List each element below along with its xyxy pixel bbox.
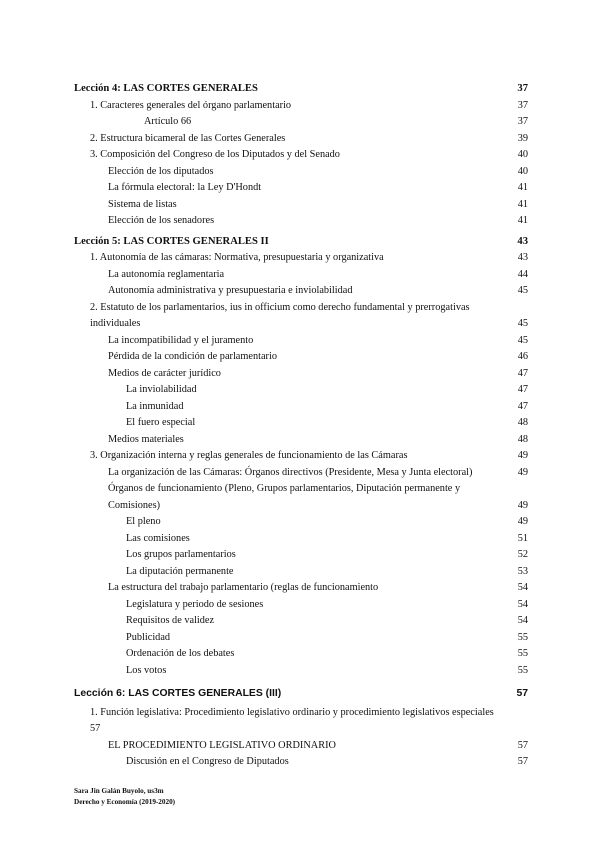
toc-entry[interactable] <box>74 514 528 531</box>
toc-entry-page: 37 <box>517 116 528 127</box>
footer-author: Sara Jin Galán Buyolo, us3m <box>74 787 164 795</box>
toc-entry-page: 52 <box>517 549 528 560</box>
toc-entry-page: 47 <box>517 384 528 395</box>
toc-entry[interactable] <box>74 597 528 614</box>
toc-entry[interactable] <box>74 448 528 465</box>
toc-entry-title: Los grupos parlamentarios <box>126 549 236 560</box>
toc-entry-page: 37 <box>517 83 528 94</box>
toc-entry-page: 44 <box>517 268 528 280</box>
toc-chapter-heading[interactable] <box>74 234 528 251</box>
toc-entry[interactable] <box>74 147 528 164</box>
toc-entry[interactable] <box>74 547 528 564</box>
toc-entry[interactable] <box>74 250 528 267</box>
toc-entry-page: 41 <box>517 198 528 210</box>
toc-entry-page: 45 <box>517 318 528 329</box>
toc-entry-title: Lección 4: LAS CORTES GENERALES <box>74 83 258 94</box>
page-footer <box>74 786 175 808</box>
toc-entry-page: 51 <box>517 532 528 544</box>
toc-entry-page: 54 <box>517 598 528 610</box>
toc-entry-title: Medios materiales <box>108 433 184 445</box>
toc-entry-title: 2. Estructura bicameral de las Cortes Generales <box>90 132 286 144</box>
toc-entry-page: 39 <box>517 132 528 144</box>
toc-entry-page: 55 <box>517 648 528 659</box>
toc-entry-title: 1. Función legislativa: Procedimiento legislativo ordinario y procedimiento legislativos especiales <box>90 706 494 718</box>
toc-entry-title: La diputación permanente <box>126 565 234 577</box>
toc-entry-page: 46 <box>517 351 528 362</box>
toc-entry-title: La organización de las Cámaras: Órganos directivos (Presidente, Mesa y Junta electoral) <box>108 466 473 478</box>
toc-entry-page: 45 <box>517 285 528 296</box>
toc-entry[interactable] <box>74 267 528 284</box>
toc-entry-title: Autonomía administrativa y presupuestaria e inviolabilidad <box>108 285 353 296</box>
toc-entry-page: 55 <box>517 631 528 643</box>
toc-entry-title: 1. Autonomía de las cámaras: Normativa, presupuestaria y organizativa <box>90 252 384 263</box>
toc-entry-page: 45 <box>517 334 528 346</box>
toc-entry-title: Legislatura y periodo de sesiones <box>126 598 264 610</box>
footer-course: Derecho y Economía (2019-2020) <box>74 798 176 806</box>
toc-entry-page: 43 <box>517 235 528 247</box>
toc-entry-page: 41 <box>517 215 528 226</box>
toc-entry-page: 57 <box>517 739 528 751</box>
toc-entry-page: 57 <box>90 723 101 734</box>
toc-entry-title: Elección de los senadores <box>108 215 215 226</box>
toc-entry-page: 49 <box>517 466 528 478</box>
toc-entry-title: La estructura del trabajo parlamentario (reglas de funcionamiento <box>108 582 379 593</box>
toc-entry[interactable] <box>74 630 528 647</box>
toc-entry-page: 57 <box>516 688 528 699</box>
toc-entry-title: La fórmula electoral: la Ley D'Hondt <box>108 182 262 193</box>
toc-entry-page: 49 <box>517 450 528 461</box>
toc-entry[interactable] <box>74 531 528 548</box>
toc-entry-title: Requisitos de validez <box>126 615 215 626</box>
toc-entry-title: La inmunidad <box>126 400 184 412</box>
toc-entry[interactable] <box>74 613 528 630</box>
toc-entry[interactable] <box>74 213 528 230</box>
toc-entry[interactable] <box>74 738 528 755</box>
toc-entry-title: Las comisiones <box>126 532 190 544</box>
toc-entry[interactable] <box>74 283 528 300</box>
toc-entry[interactable] <box>74 164 528 181</box>
toc-entry[interactable] <box>74 366 528 383</box>
toc-entry-page: 54 <box>517 582 528 593</box>
toc-entry[interactable] <box>74 131 528 148</box>
toc-entry-title: Lección 6: LAS CORTES GENERALES (III) <box>74 688 282 699</box>
toc-entry[interactable] <box>74 180 528 197</box>
toc-entry-page: 54 <box>517 615 528 626</box>
toc-entry[interactable] <box>74 382 528 399</box>
toc-entry-page: 40 <box>517 149 528 160</box>
toc-entry[interactable] <box>74 646 528 663</box>
toc-entry-page: 49 <box>517 499 528 511</box>
toc-entry-page: 48 <box>517 417 528 428</box>
toc-entry[interactable] <box>74 481 528 514</box>
toc-entry-page: 37 <box>517 99 528 111</box>
toc-chapter-heading[interactable] <box>74 81 528 98</box>
toc-entry-title: El pleno <box>126 516 161 527</box>
toc-entry[interactable] <box>74 114 528 131</box>
toc-entry-page: 43 <box>517 252 528 263</box>
toc-entry[interactable] <box>74 333 528 350</box>
toc-entry-page: 41 <box>517 182 528 193</box>
toc-entry-title: Lección 5: LAS CORTES GENERALES II <box>74 235 269 247</box>
toc-entry[interactable] <box>74 399 528 416</box>
toc-entry-page: 47 <box>517 367 528 379</box>
toc-entry-title: Discusión en el Congreso de Diputados <box>126 756 289 767</box>
toc-entry[interactable] <box>74 415 528 432</box>
toc-entry[interactable] <box>74 465 528 482</box>
toc-entry-title: Pérdida de la condición de parlamentario <box>108 351 277 362</box>
toc-entry[interactable] <box>74 580 528 597</box>
toc-entry-title: 3. Organización interna y reglas generales de funcionamiento de las Cámaras <box>90 450 408 461</box>
toc-entry[interactable] <box>74 349 528 366</box>
toc-entry[interactable] <box>74 197 528 214</box>
toc-entry-title: Órganos de funcionamiento (Pleno, Grupos parlamentarios, Diputación permanente y Comisiones) <box>108 483 461 511</box>
toc-entry-page: 48 <box>517 433 528 445</box>
toc-chapter-heading[interactable] <box>74 686 528 703</box>
table-of-contents <box>74 81 528 771</box>
toc-entry-page: 40 <box>517 165 528 177</box>
toc-entry-page: 55 <box>517 664 528 676</box>
toc-entry-page: 53 <box>517 565 528 577</box>
toc-entry-page: 49 <box>517 516 528 527</box>
toc-entry[interactable] <box>74 300 528 333</box>
toc-entry-title: Elección de los diputados <box>108 165 214 177</box>
toc-entry[interactable] <box>74 754 528 771</box>
toc-entry-title: La autonomía reglamentaria <box>108 268 225 280</box>
toc-entry-page: 47 <box>517 400 528 412</box>
toc-entry-title: EL PROCEDIMIENTO LEGISLATIVO ORDINARIO <box>108 739 336 751</box>
toc-entry-title: 2. Estatuto de los parlamentarios, ius in officium como derecho fundamental y prerrogativas individuales <box>90 301 470 329</box>
toc-entry-title: La incompatibilidad y el juramento <box>108 334 254 346</box>
toc-entry-title: 3. Composición del Congreso de los Diputados y del Senado <box>90 149 340 160</box>
toc-entry-title: Ordenación de los debates <box>126 648 235 659</box>
toc-entry-title: Artículo 66 <box>144 116 192 127</box>
toc-entry-title: Los votos <box>126 664 167 676</box>
toc-entry-title: Sistema de listas <box>108 198 177 210</box>
toc-entry[interactable] <box>74 663 528 680</box>
toc-entry[interactable] <box>74 705 528 738</box>
toc-entry[interactable] <box>74 432 528 449</box>
toc-entry-title: La inviolabilidad <box>126 384 197 395</box>
toc-entry[interactable] <box>74 564 528 581</box>
toc-entry-title: 1. Caracteres generales del órgano parlamentario <box>90 99 292 111</box>
toc-entry[interactable] <box>74 98 528 115</box>
toc-entry-title: Medios de carácter jurídico <box>108 367 221 379</box>
toc-entry-page: 57 <box>517 756 528 767</box>
toc-entry-title: Publicidad <box>126 631 171 643</box>
toc-entry-title: El fuero especial <box>126 417 196 428</box>
